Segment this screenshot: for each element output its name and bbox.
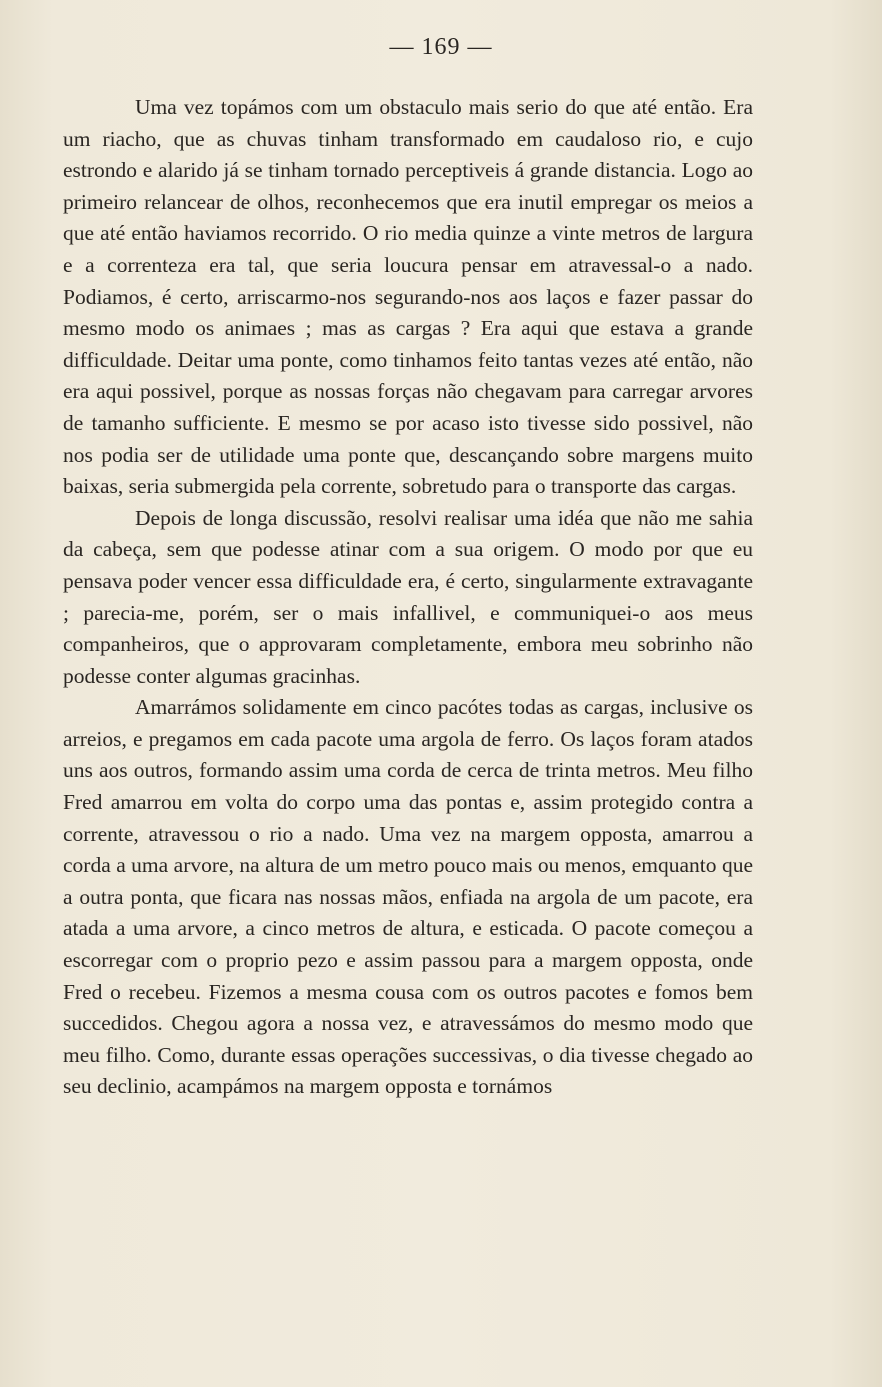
page-number: — 169 —: [389, 34, 493, 60]
body-text: [63, 92, 753, 1103]
paragraph-2: Depois de longa discussão, resolvi realisar uma idéa que não me sahia da cabeça, sem que podesse atinar com a sua origem. O modo por que eu pensava poder vencer essa difficuldade era, é certo, singularmente extravagante ; parecia-me, porém, ser o mais infallivel, e communiquei-o aos meus companheiros, que o approvaram completamente, embora meu sobrinho não podesse conter algumas gracinhas.: [63, 505, 753, 688]
paragraph-3: Amarrámos solidamente em cinco pacótes todas as cargas, inclusive os arreios, e pregamos em cada pacote uma argola de ferro. Os laços foram atados uns aos outros, formando assim uma corda de cerca de trinta metros. Meu filho Fred amarrou em volta do corpo uma das pontas e, assim protegido contra a corrente, atravessou o rio a nado. Uma vez na margem opposta, amarrou a corda a uma arvore, na altura de um metro pouco mais ou menos, emquanto que a outra ponta, que ficara nas nossas mãos, enfiada na argola de um pacote, era atada a uma arvore, a cinco metros de altura, e esticada. O pacote começou a escorregar com o proprio pezo e assim passou para a margem opposta, onde Fred o recebeu. Fizemos a mesma cousa com os outros pacotes e fomos bem succedidos. Chegou agora a nossa vez, e atravessámos do mesmo modo que meu filho. Como, durante essas operações successivas, o dia tivesse chegado ao seu declinio, acampámos na margem opposta e tornámos: [63, 695, 753, 1099]
paragraph-1: Uma vez topámos com um obstaculo mais serio do que até então. Era um riacho, que as chuvas tinham transformado em caudaloso rio, e cujo estrondo e alarido já se tinham tornado perceptiveis á grande distancia. Logo ao primeiro relancear de olhos, reconhecemos que era inutil empregar os meios a que até então haviamos recorrido. O rio media quinze a vinte metros de largura e a correnteza era tal, que seria loucura pensar em atravessal-o a nado. Podiamos, é certo, arriscarmo-nos segurando-nos aos laços e fazer passar do mesmo modo os animaes ; mas as cargas ? Era aqui que estava a grande difficuldade. Deitar uma ponte, como tinhamos feito tantas vezes até então, não era aqui possivel, porque as nossas forças não chegavam para carregar arvores de tamanho sufficiente. E mesmo se por acaso isto tivesse sido possivel, não nos podia ser de utilidade uma ponte que, descançando sobre margens muito baixas, seria submergida pela corrente, sobretudo para o transporte das cargas.: [63, 95, 753, 499]
